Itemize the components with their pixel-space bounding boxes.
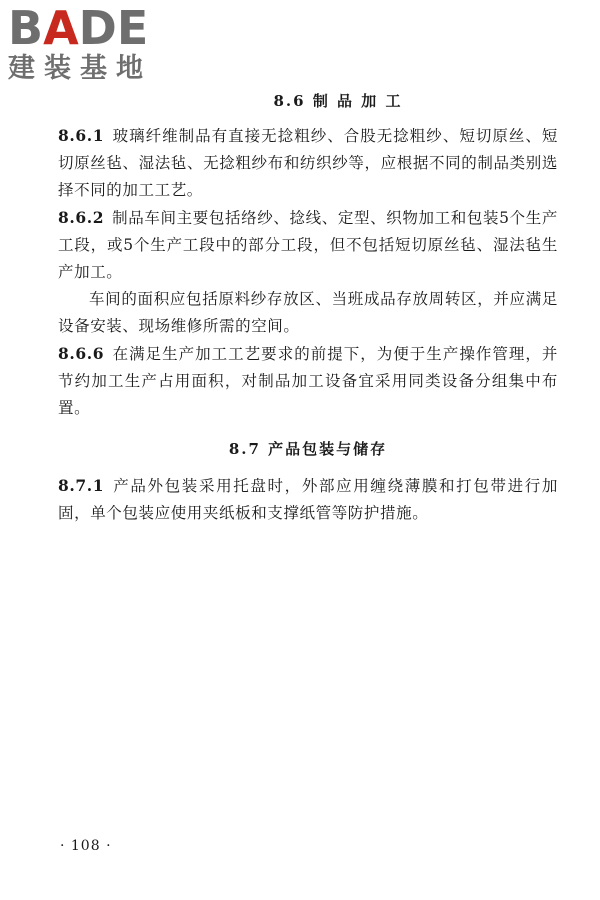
clause-text: 在满足生产加工工艺要求的前提下，为便于生产操作管理，并节约加工生产占用面积，对制品加工设备宜采用同类设备分组集中布置。	[58, 345, 558, 417]
clause-8-6-2	[58, 204, 558, 286]
logo-wordmark	[8, 1, 178, 55]
clause-number: 8.6.6	[58, 344, 105, 363]
section-8-7-title: 8.7 产品包装与储存	[228, 440, 388, 458]
logo-letter-a: A	[43, 1, 79, 55]
logo-letter-b: B	[8, 1, 44, 55]
logo-subtitle: 建装基地	[8, 53, 152, 84]
clause-number: 8.6.1	[58, 126, 105, 145]
section-8-6-title: 8.6 制 品 加 工	[273, 92, 403, 110]
clause-number: 8.7.1	[58, 476, 105, 495]
bade-logo	[8, 1, 178, 92]
logo-letters-de: DE	[78, 1, 149, 55]
clause-text: 产品外包装采用托盘时，外部应用缠绕薄膜和打包带进行加固，单个包装应使用夹纸板和支撑纸管等防护措施。	[58, 477, 558, 522]
clause-8-7-1	[58, 472, 558, 527]
clause-8-6-6	[58, 340, 558, 422]
page-number: · 108 ·	[60, 838, 112, 854]
document-body	[58, 86, 558, 527]
clause-8-6-2-continuation: 车间的面积应包括原料纱存放区、当班成品存放周转区，并应满足设备安装、现场维修所需的空间。	[58, 290, 558, 335]
clause-8-6-1	[58, 122, 558, 204]
clause-text: 玻璃纤维制品有直接无捻粗纱、合股无捻粗纱、短切原丝、短切原丝毡、湿法毡、无捻粗纱布和纺织纱等，应根据不同的制品类别选择不同的加工工艺。	[58, 127, 558, 199]
clause-text: 制品车间主要包括络纱、捻线、定型、织物加工和包装5个生产工段，或5个生产工段中的部分工段，但不包括短切原丝毡、湿法毡生产加工。	[58, 209, 558, 281]
clause-number: 8.6.2	[58, 208, 105, 227]
